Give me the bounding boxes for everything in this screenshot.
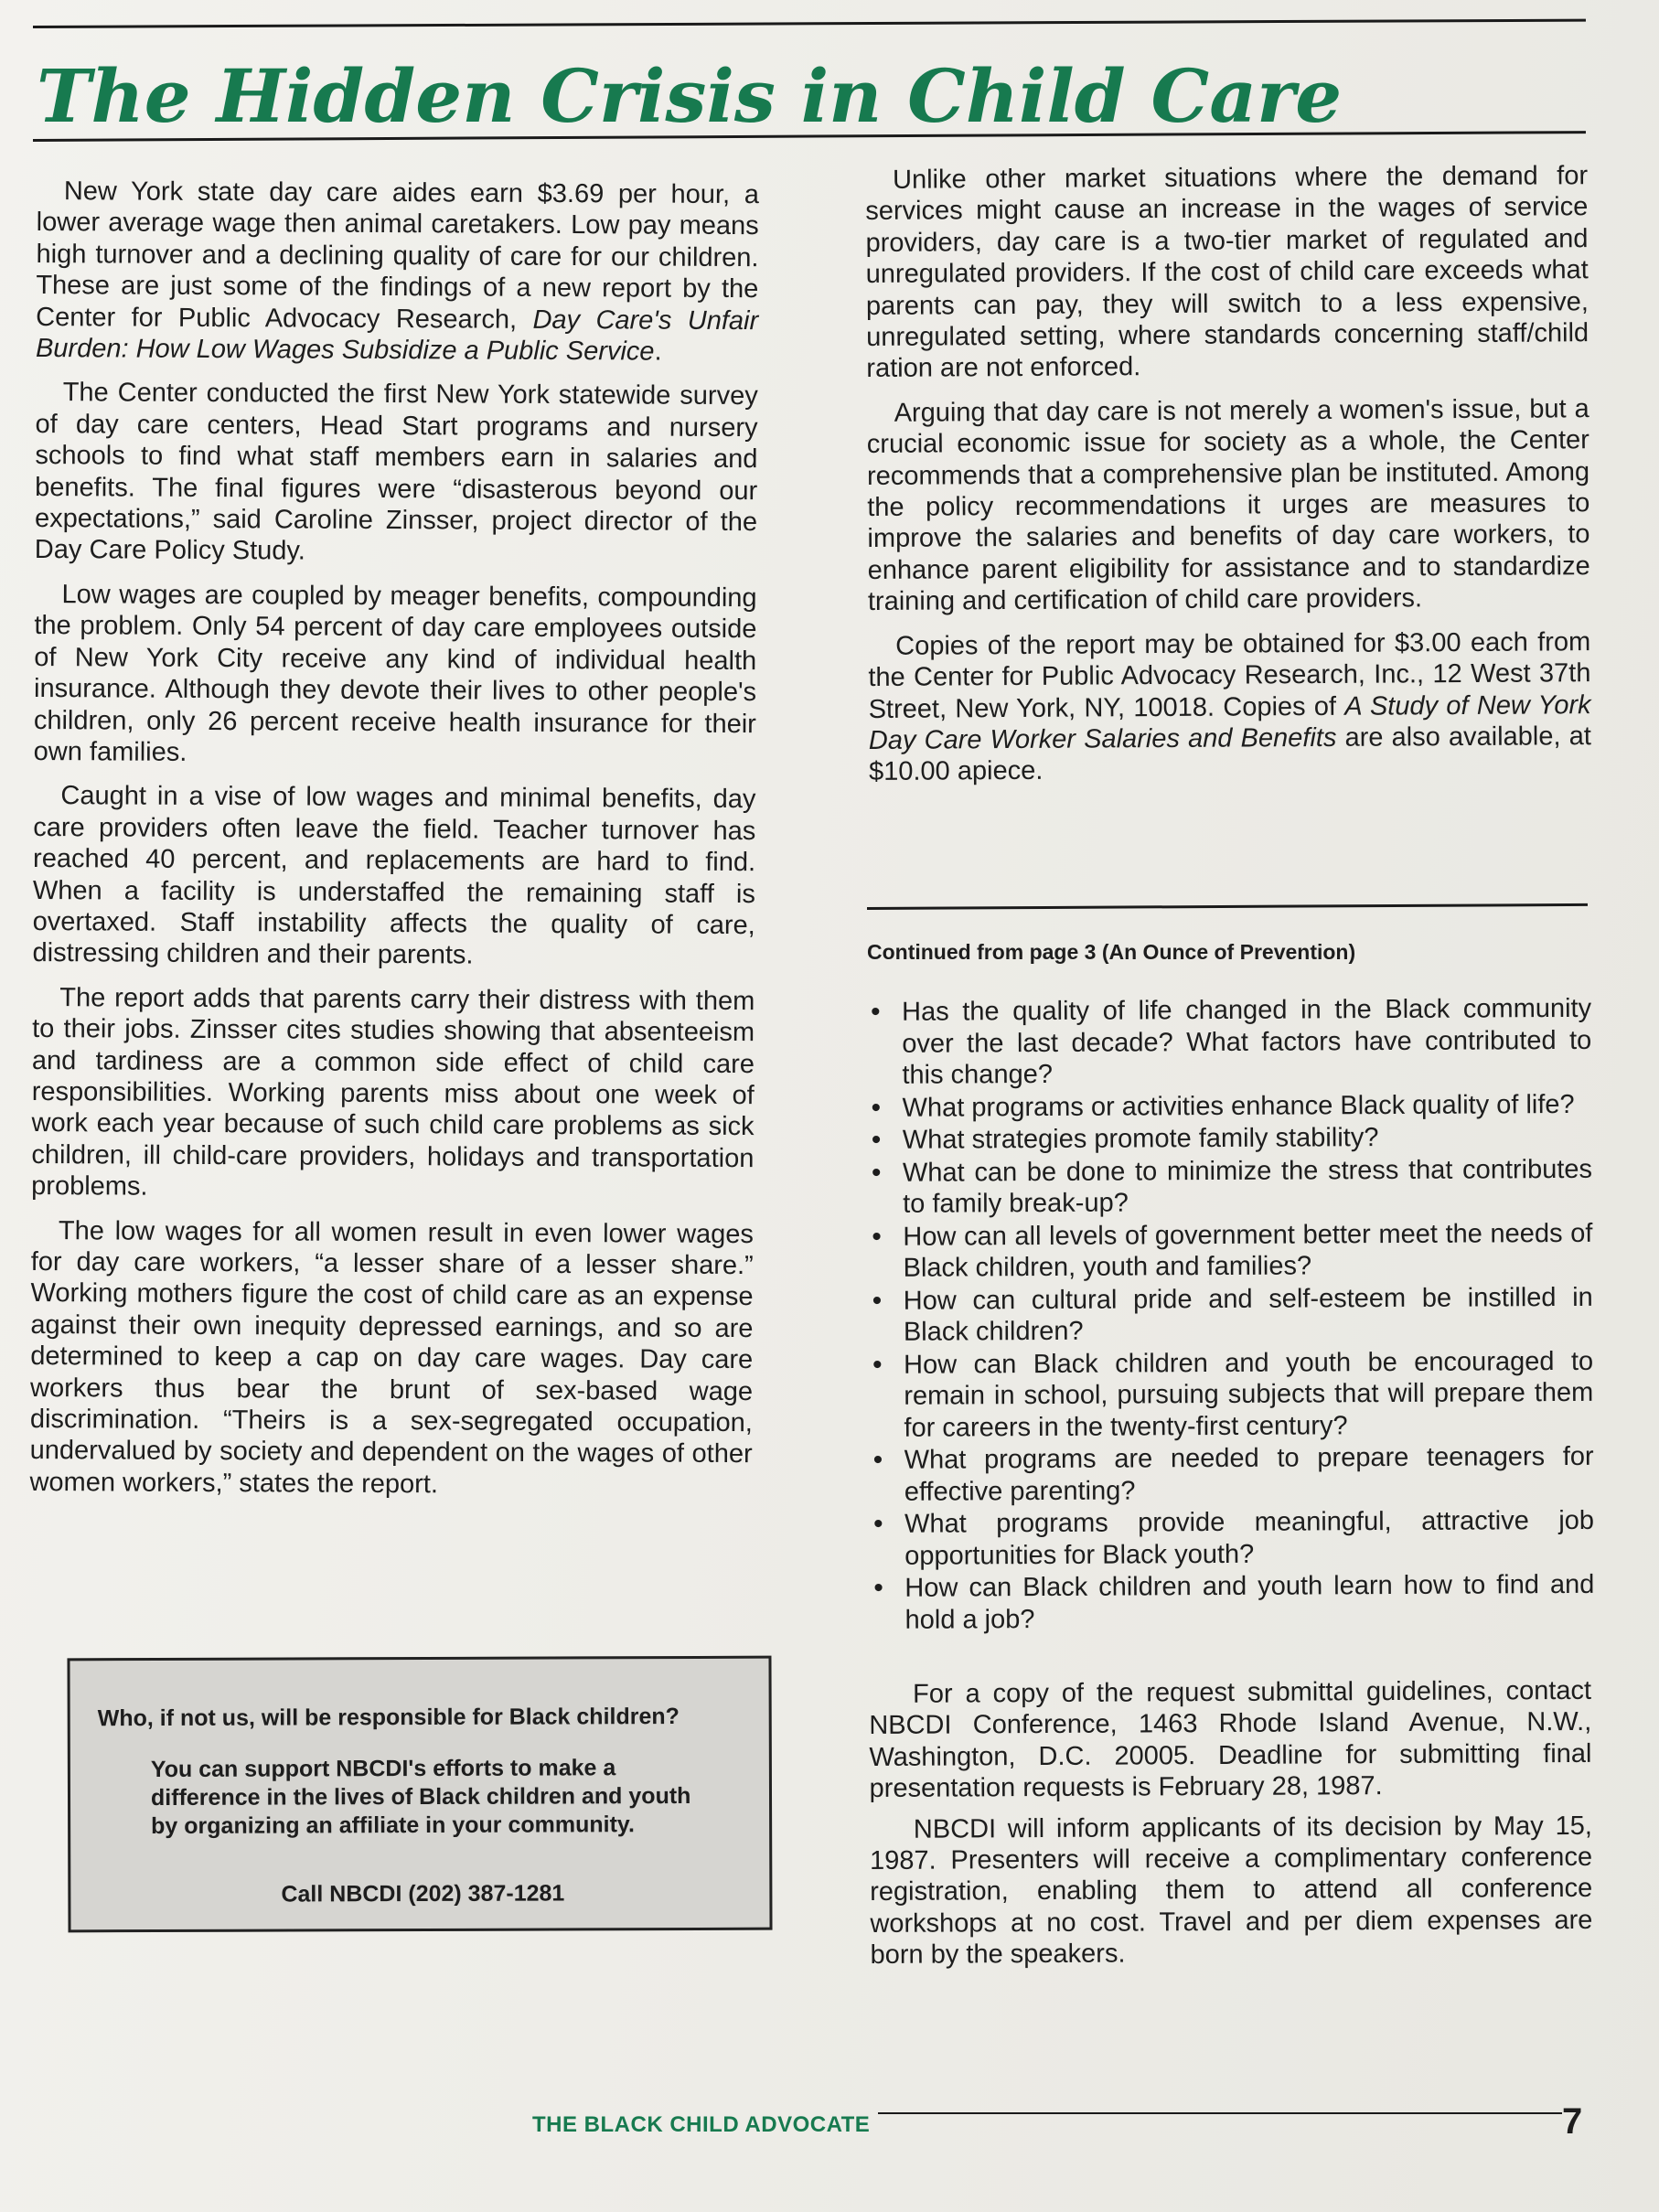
- paragraph-end: are also available, at $10.00 apiece.: [868, 721, 1591, 787]
- page-number: 7: [1562, 2101, 1583, 2142]
- paragraph-text: Copies of the report may be obtained for $3.00 each from the Center for Public Advocacy Research, Inc., 12 West 37th Street, New York, NY, 10018. Copies of: [868, 626, 1591, 724]
- callout-question: Who, if not us, will be responsible for Black children?: [97, 1704, 680, 1732]
- question-list: [869, 993, 1595, 1637]
- top-rule: [33, 19, 1586, 28]
- paragraph: The low wages for all women result in even lower wages for day care workers, “a lesser share of a lesser share.” Working mothers figure the cost of child care as an expense against their own inequity depressed earnings, and so are determined to keep a cap on day care wages. Day care workers thus bear the brunt of sex-based wage discrimination. “Theirs is a sex-segregated occupation, undervalued by society and dependent on the wages of other women workers,” states the report.: [29, 1215, 755, 1500]
- closing-text: [869, 1675, 1593, 1981]
- paragraph: Low wages are coupled by meager benefits, compounding the problem. Only 54 percent of day care employees outside of New York City receive any kind of individual health insurance. Although they devote their lives to other people's children, only 26 percent receive health insurance for their own families.: [33, 580, 757, 767]
- list-item: • What programs provide meaningful, attractive job opportunities for Black youth?: [872, 1505, 1594, 1572]
- footer-rule: [878, 2112, 1562, 2114]
- list-item: • Has the quality of life changed in the Black community over the last decade? What factors have contributed to this change?: [869, 993, 1592, 1092]
- left-column: [29, 176, 759, 1501]
- section-rule: [867, 903, 1588, 910]
- paragraph: [868, 626, 1591, 788]
- list-item: • How can cultural pride and self-esteem be instilled in Black children?: [871, 1281, 1593, 1348]
- list-item: • What can be done to minimize the stress that contributes to family break-up?: [870, 1153, 1592, 1220]
- paragraph-text: New York state day care aides earn $3.69 per hour, a lower average wage then animal caretakers. Low pay means high turnover and a declining quality of care for our children. These are just some of the findings of a new report by the Center for Public Advocacy Research,: [36, 176, 759, 335]
- callout-support-text: You can support NBCDI's efforts to make a difference in the lives of Black children and youth by organizing an affiliate in your community.: [150, 1755, 691, 1840]
- list-item: • What programs are needed to prepare teenagers for effective parenting?: [872, 1441, 1594, 1508]
- list-item: • What strategies promote family stability?: [870, 1121, 1592, 1157]
- list-item: • How can Black children and youth be encouraged to remain in school, pursuing subjects that will prepare them for careers in the twenty-first century?: [871, 1345, 1594, 1444]
- list-item: • What programs or activities enhance Black quality of life?: [870, 1088, 1592, 1124]
- paragraph: The report adds that parents carry their distress with them to their jobs. Zinsser cites studies showing that absenteeism and tardiness are a common side effect of child care responsibilities. Working parents miss about one week of work each year because of such child care problems as sick children, ill child-care providers, holidays and transportation problems.: [31, 982, 755, 1202]
- list-item: • How can all levels of government better meet the needs of Black children, youth and families?: [870, 1217, 1592, 1284]
- paragraph: Unlike other market situations where the demand for services might cause an increase in the wages of service providers, day care is a two-tier market of regulated and unregulated providers. If the cost of child care exceeds what parents can pay, they will switch to a less expensive, unregulated setting, where standards concerning staff/child ration are not enforced.: [865, 161, 1589, 384]
- callout-phone: Call NBCDI (202) 387-1281: [281, 1880, 565, 1907]
- right-column: [865, 160, 1591, 788]
- continued-note: Continued from page 3 (An Ounce of Prevention): [867, 940, 1356, 964]
- paragraph: [36, 176, 759, 369]
- headline: The Hidden Crisis in Child Care: [37, 53, 1343, 139]
- paragraph: Arguing that day care is not merely a women's issue, but a crucial economic issue for society as a whole, the Center recommends that a comprehensive plan be instituted. Among the policy recommendations it urges are measures to improve the salaries and benefits of day care workers, to enhance parent eligibility for assistance and to standardize training and certification of child care providers.: [866, 394, 1590, 617]
- paragraph: For a copy of the request submittal guidelines, contact NBCDI Conference, 1463 Rhode Island Avenue, N.W., Washington, D.C. 20005. Deadline for submitting final presentation requests is February 28, 1987.: [869, 1675, 1592, 1804]
- paragraph: Caught in a vise of low wages and minimal benefits, day care providers often leave the field. Teacher turnover has reached 40 percent, and replacements are hard to find. When a facility is understaffed the remaining staff is overtaxed. Staff instability affects the quality of care, distressing children and their parents.: [32, 781, 756, 970]
- paragraph-end: .: [654, 337, 662, 367]
- callout-box: [67, 1656, 772, 1933]
- report-title: A Study of New York Day Care Worker Salaries and Benefits: [868, 689, 1591, 755]
- paragraph: The Center conducted the first New York statewide survey of day care centers, Head Start programs and nursery schools to find what staff members earn in salaries and benefits. The final figures were “disasterous beyond our expectations,” said Caroline Zinsser, project director of the Day Care Policy Study.: [34, 378, 758, 567]
- report-title: Day Care's Unfair Burden: How Low Wages Subsidize a Public Service: [35, 305, 759, 367]
- publication-name: THE BLACK CHILD ADVOCATE: [532, 2112, 871, 2137]
- list-item: • How can Black children and youth learn how to find and hold a job?: [872, 1569, 1594, 1636]
- paragraph: NBCDI will inform applicants of its decision by May 15, 1987. Presenters will receive a complimentary conference registration, enabling them to attend all conference workshops at no cost. Travel and per diem expenses are born by the speakers.: [869, 1811, 1593, 1971]
